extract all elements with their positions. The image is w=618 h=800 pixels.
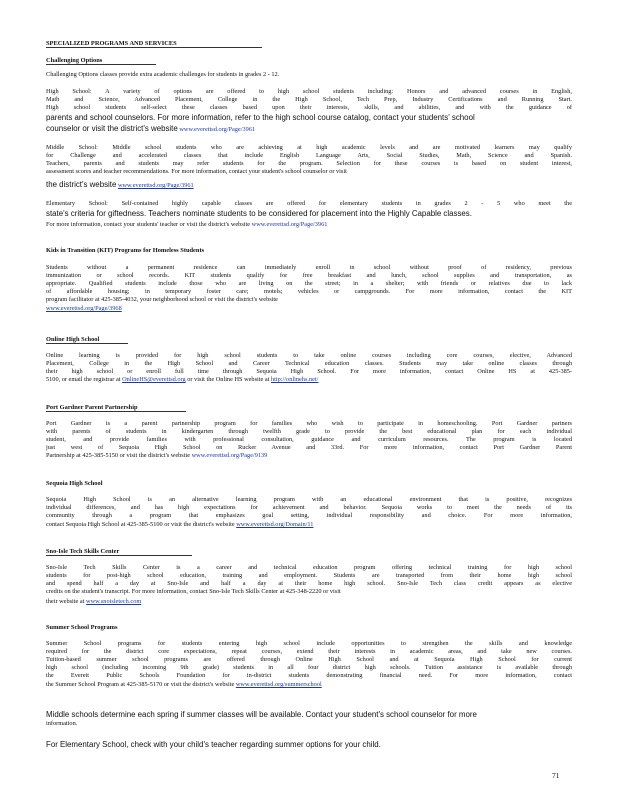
website-link[interactable]: www.everettsd.org/Page/3961 bbox=[179, 126, 256, 133]
website-link[interactable]: www.everettsd.org/Domain/11 bbox=[236, 521, 314, 528]
heading-underline bbox=[46, 555, 192, 556]
paragraph-line: required for the district core expectations, repeat courses, extend their interests in academic areas, and take new courses. bbox=[46, 648, 572, 655]
paragraph-line: For Elementary School, check with your child's teacher regarding summer options for your child. bbox=[46, 740, 381, 749]
paragraph-line: Placement, College in the High School and Career Technical education classes. Students may take online classes through bbox=[46, 360, 572, 367]
paragraph-line: Middle School: Middle school students who are achieving at high academic levels and are motivated learners may qualify bbox=[46, 144, 572, 151]
page-number: 71 bbox=[552, 771, 560, 780]
paragraph-line: 5100, or email the registrar at OnlineHS@everettsd.org or visit the Online HS website at http://onlinehs.net/ bbox=[46, 376, 319, 383]
section-heading-sequoia: Sequoia High School bbox=[46, 480, 103, 487]
website-link[interactable]: www.everettsd.org/Page/3961 bbox=[251, 221, 328, 228]
section-heading-kit: Kids in Transition (KIT) Programs for Homeless Students bbox=[46, 247, 205, 254]
paragraph-line: Sequoia High School is an alternative learning program with an educational environment that is positive, recognizes bbox=[46, 496, 572, 503]
paragraph-line: Partnership at 425-385-5150 or visit the district's website www.everettsd.org/Page/9139 bbox=[46, 452, 268, 459]
paragraph-line: their website at www.snoisletech.com bbox=[46, 598, 142, 605]
website-link[interactable]: www.everettsd.org/Page/3968 bbox=[46, 305, 122, 312]
paragraph-line: students for post-high school education, training and employment. Students are transported from their home high school bbox=[46, 572, 572, 579]
paragraph-line: their high school or enroll full time through Sequoia High School. For more information, contact Online HS at 425-385- bbox=[46, 368, 572, 375]
website-link[interactable]: www.everettsd.org/Page/3961 bbox=[117, 182, 194, 189]
paragraph-line: the district's website www.everettsd.org/Page/3961 bbox=[46, 180, 194, 189]
paragraph-line: Middle schools determine each spring if summer classes will be available. Contact your student's school counselor for more bbox=[46, 710, 477, 719]
page-title: SPECIALIZED PROGRAMS AND SERVICES bbox=[46, 40, 177, 47]
paragraph-line: assessment scores and teacher recommendations. For more information, contact your student's school counselor or visit bbox=[46, 168, 347, 175]
heading-underline bbox=[46, 411, 186, 412]
paragraph-line: counselor or visit the district's website www.everettsd.org/Page/3961 bbox=[46, 124, 256, 133]
paragraph-line: Online learning is provided for high school students to take online courses including core courses, elective, Advanced bbox=[46, 352, 572, 359]
paragraph-line: for Challenge and accelerated classes that include English Language Arts, Social Studies, Math, Science and Spanish. bbox=[46, 152, 572, 159]
paragraph-line: and spend half a day at Sno-Isle and half a day at their home high school. Sno-Isle Tech class credit appears as elective bbox=[46, 580, 572, 587]
paragraph-line: Sno-Isle Tech Skills Center is a career and technical education program offering technical training for high school bbox=[46, 564, 572, 571]
heading-underline bbox=[46, 64, 156, 65]
paragraph-line: just west of Sequoia High School on Rucker Avenue and 33rd. For more information, contact Port Gardner Parent bbox=[46, 444, 572, 451]
website-link[interactable]: http://onlinehs.net/ bbox=[271, 376, 319, 383]
paragraph-line: Teachers, parents and students may refer students for the program. Selection for these courses is based on student interest, bbox=[46, 160, 572, 167]
paragraph-line: Elementary School: Self-contained highly capable classes are offered for elementary students in grades 2 - 5 who meet the bbox=[46, 200, 572, 207]
paragraph-line: appropriate. Qualified students include those who are living on the street; in a shelter; with friends or relatives due to lack bbox=[46, 280, 572, 287]
paragraph-line: Tuition-based summer school programs are offered through Online High School and at Sequoia High School for current bbox=[46, 656, 572, 663]
email-link[interactable]: OnlineHS@everettsd.org bbox=[122, 376, 186, 383]
paragraph-line: student, and provide families with professional consultation, guidance and curriculum resources. The program is located bbox=[46, 436, 572, 443]
title-underline bbox=[46, 47, 262, 48]
section-heading-challenging-options: Challenging Options bbox=[46, 57, 103, 64]
website-link[interactable]: www.snoisletech.com bbox=[86, 598, 142, 605]
paragraph-line: High School: A variety of options are offered to high school students including: Honors and advanced courses in English, bbox=[46, 88, 572, 95]
paragraph-line: state's criteria for giftedness. Teachers nominate students to be considered for placement into the Highly Capable classes. bbox=[46, 209, 472, 218]
paragraph-line: immunization or school records. KIT students qualify for free breakfast and lunch, school supplies and transportation, as bbox=[46, 272, 572, 279]
section-heading-summer-school: Summer School Programs bbox=[46, 624, 118, 631]
paragraph-line: Port Gardner is a parent partnership program for families who wish to participate in homeschooling. Port Gardner partners bbox=[46, 420, 572, 427]
paragraph-line: high school (including incoming 9th grade) students in all four district high schools. Tuition assistance is available through bbox=[46, 664, 572, 671]
paragraph-line: contact Sequoia High School at 425-385-5100 or visit the district's website www.everettsd.org/Domain/11 bbox=[46, 521, 314, 528]
paragraph-line: Summer School programs for students entering high school include opportunities to strengthen the skills and knowledge bbox=[46, 640, 572, 647]
paragraph-line: parents and school counselors. For more information, refer to the high school course catalog, contact your students' school bbox=[46, 113, 475, 122]
paragraph-line: the Summer School Program at 425-385-5170 or visit the district's website www.everettsd.org/summerschool bbox=[46, 681, 322, 688]
paragraph-line: with parents of students in kindergarten through twelfth grade to provide the best educational plan for each individual bbox=[46, 428, 572, 435]
paragraph-line: Students without a permanent residence can immediately enroll in school without proof of residency, previous bbox=[46, 264, 572, 271]
paragraph-line: the Everett Public Schools Foundation for in-district students demonstrating financial need. For more information, contact bbox=[46, 672, 572, 679]
paragraph-line: information. bbox=[46, 720, 78, 727]
section-heading-port-gardner: Port Gardner Parent Partnership bbox=[46, 404, 138, 411]
challenging-intro: Challenging Options classes provide extra academic challenges for students in grades 2 - 12. bbox=[46, 71, 280, 78]
paragraph-line: credits on the student's transcript. For more information, contact Sno-Isle Tech Skills Center at 425-348-2220 or visit bbox=[46, 588, 341, 595]
website-link[interactable]: www.everettsd.org/summerschool bbox=[235, 681, 322, 688]
section-heading-online-hs: Online High School bbox=[46, 336, 100, 343]
paragraph-line: individual differences, and has high expectations for achievement and behavior. Sequoia works to meet the needs of its bbox=[46, 504, 572, 511]
heading-underline bbox=[46, 343, 128, 344]
paragraph-line: For more information, contact your students' teacher or visit the district's website www.everettsd.org/Page/3961 bbox=[46, 221, 328, 228]
website-link[interactable]: www.everettsd.org/Page/9139 bbox=[191, 452, 268, 459]
section-heading-sno-isle: Sno-Isle Tech Skills Center bbox=[46, 548, 120, 555]
paragraph-line: community through a program that emphasizes goal setting, individual responsibility and choice. For more information, bbox=[46, 512, 572, 519]
paragraph-line: of affordable housing; in temporary foster care; motels; vehicles or campgrounds. For more information, contact the KIT bbox=[46, 288, 572, 295]
paragraph-line: Math and Science, Advanced Placement, College in the High School, Tech Prep, Industry Certifications and Running Start. bbox=[46, 96, 572, 103]
paragraph-line: High school students self-select these classes based upon their interests, skills, and abilities, and with the guidance of bbox=[46, 104, 572, 111]
paragraph-line: program facilitator at 425-385-4032, your neighborhood school or visit the district's website bbox=[46, 296, 278, 303]
